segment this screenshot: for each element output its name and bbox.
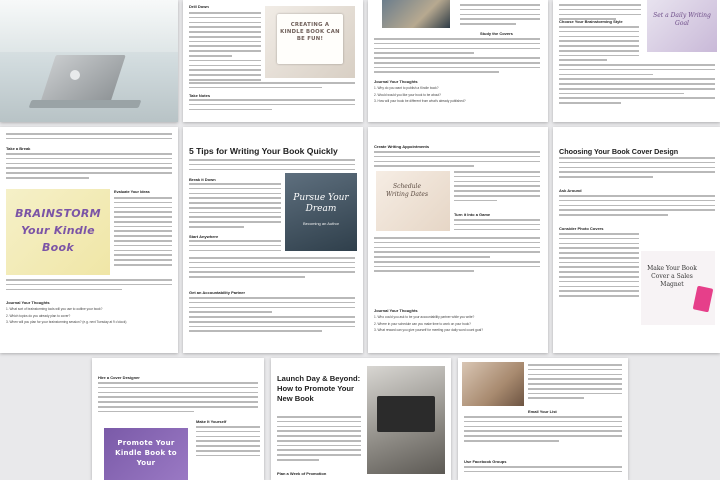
journal-questions: 1. What sort of brainstorming tools will you use to outline your book? 2. Which topics do you already plan to cover? 3. When will you plan for your brainstorming session? (e.g. next Tuesday at 9 o'clock) — [6, 307, 127, 324]
section-heading: Hire a Cover Designer — [98, 375, 140, 380]
section-heading: Create Writing Appointments — [374, 144, 430, 149]
section-heading: Take a Break — [6, 146, 31, 151]
page-1-2[interactable] — [183, 0, 363, 122]
section-heading: Plan a Week of Promotion — [277, 471, 327, 476]
page-2-3[interactable] — [368, 127, 548, 353]
laptop-desk-photo — [367, 366, 445, 474]
dream-title: Pursue Your Dream — [293, 193, 349, 214]
page-title: Launch Day & Beyond: How to Promote Your New Book — [277, 374, 361, 403]
journal-heading: Journal Your Thoughts — [374, 79, 418, 84]
page-1-1[interactable] — [0, 0, 178, 122]
brainstorm-image — [6, 189, 110, 275]
notebook-photo — [265, 6, 355, 78]
page-title: Choosing Your Book Cover Design — [559, 147, 679, 156]
laptop-icon — [377, 396, 435, 432]
page-2-1[interactable] — [0, 127, 178, 353]
daily-goal-caption: Set a Daily Writing Goal — [653, 12, 711, 27]
notebook-caption: CREATING A KINDLE BOOK CAN BE FUN! — [280, 22, 340, 42]
section-heading: Choose Your Brainstorming Style — [559, 19, 623, 24]
schedule-caption: Schedule Writing Dates — [385, 183, 429, 198]
promote-kindle-image — [104, 428, 188, 480]
section-heading: Study the Covers — [480, 31, 513, 36]
page-3-1[interactable] — [92, 358, 264, 480]
page-2-4[interactable] — [553, 127, 720, 353]
page-2-2[interactable] — [183, 127, 363, 353]
section-heading: Get an Accountability Partner — [189, 290, 246, 295]
page-3-3[interactable] — [458, 358, 628, 480]
journal-heading: Journal Your Thoughts — [374, 308, 418, 313]
section-heading: Ask Around — [559, 188, 582, 193]
pink-notebook-icon — [693, 286, 714, 313]
pursue-dream-image — [285, 173, 357, 251]
section-heading: Turn it Into a Game — [454, 212, 491, 217]
section-heading: Drill Down — [189, 4, 209, 9]
daily-goal-photo — [647, 0, 717, 52]
journal-questions: 1. Who could you ask to be your accountability partner while you write? 2. Where in your schedule can you make time to work on your book? 3. What reward can you give yourself for meeting your daily word count goal? — [374, 315, 483, 332]
woman-laptop-photo — [462, 362, 524, 406]
promote-caption: Promote Your Kindle Book to Your — [115, 439, 177, 467]
brainstorm-caption: BRAINSTORM Your Kindle Book — [15, 207, 101, 254]
section-heading: Start Anywhere — [189, 234, 219, 239]
schedule-image — [376, 171, 450, 231]
section-heading: Take Notes — [189, 93, 211, 98]
page-1-4[interactable] — [553, 0, 720, 122]
apple-logo-icon — [70, 70, 80, 80]
laptop-photo — [0, 0, 178, 122]
sales-magnet-caption: Make Your Book Cover a Sales Magnet — [647, 265, 697, 288]
section-heading: Make It Yourself — [196, 419, 227, 424]
section-heading: Break it Down — [189, 177, 216, 182]
page-title: 5 Tips for Writing Your Book Quickly — [189, 146, 338, 156]
reading-photo — [382, 0, 450, 28]
page-1-3[interactable] — [368, 0, 548, 122]
sales-magnet-image — [641, 251, 715, 325]
section-heading: Consider Photo Covers — [559, 226, 604, 231]
section-heading: Evaluate Your Ideas — [114, 190, 150, 194]
dream-subtitle: Becoming an Author — [302, 221, 340, 226]
journal-heading: Journal Your Thoughts — [6, 300, 50, 305]
section-heading: Use Facebook Groups — [464, 459, 507, 464]
journal-questions: 1. Why do you want to publish a Kindle book? 2. Would would you like your book to be about? 3. How will your book be different from what's already published? — [374, 86, 466, 103]
page-3-2[interactable] — [271, 358, 451, 480]
section-heading: Email Your List — [528, 409, 557, 414]
